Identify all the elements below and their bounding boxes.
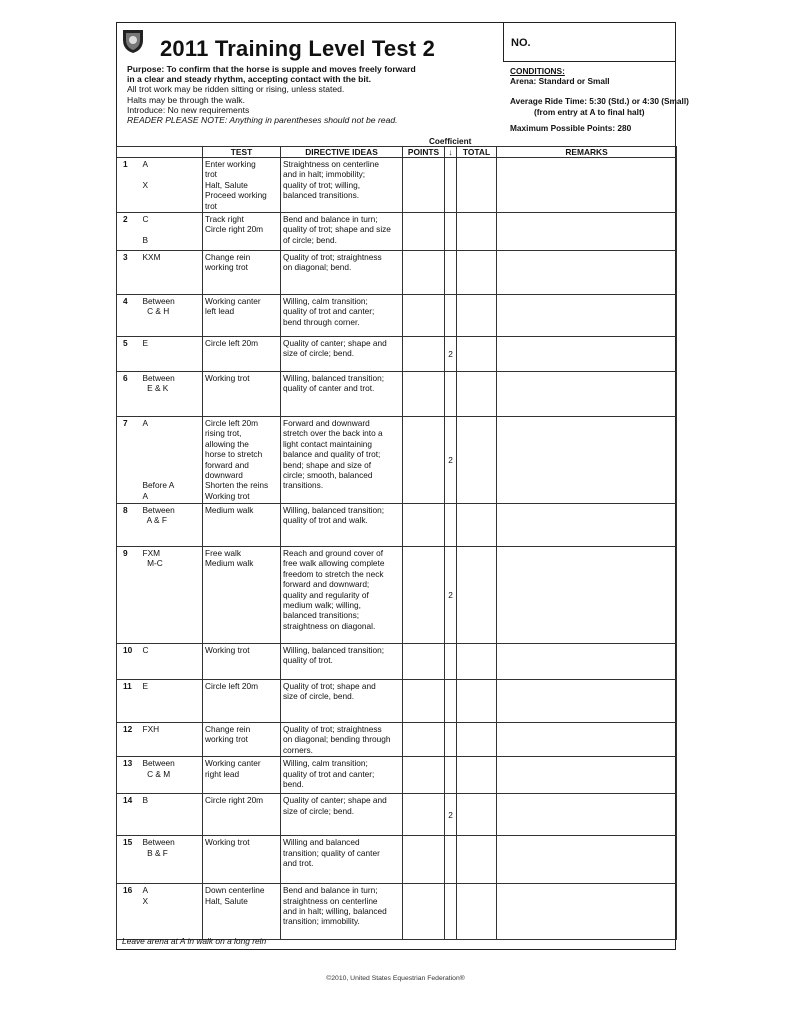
points-cell[interactable] bbox=[403, 547, 445, 644]
remarks-cell[interactable] bbox=[497, 295, 677, 337]
remarks-cell[interactable] bbox=[497, 504, 677, 547]
total-cell[interactable] bbox=[457, 213, 497, 251]
leave-arena-note: Leave arena at A in walk on a long rein bbox=[122, 936, 267, 946]
table-row bbox=[117, 547, 677, 644]
movement-test: Free walk Medium walk bbox=[203, 547, 281, 644]
coefficient-cell bbox=[445, 372, 457, 417]
movement-letters: Between E & K bbox=[141, 372, 203, 417]
coefficient-cell: 2 bbox=[445, 547, 457, 644]
points-cell[interactable] bbox=[403, 504, 445, 547]
remarks-cell[interactable] bbox=[497, 372, 677, 417]
directive-ideas: Bend and balance in turn; quality of trot; shape and size of circle; bend. bbox=[281, 213, 403, 251]
movement-letters: C bbox=[141, 644, 203, 680]
purpose-block bbox=[127, 64, 416, 125]
entry-number-box[interactable] bbox=[503, 22, 676, 62]
copyright: ©2010, United States Equestrian Federation® bbox=[326, 975, 465, 982]
points-cell[interactable] bbox=[403, 680, 445, 723]
total-cell[interactable] bbox=[457, 504, 497, 547]
directive-ideas: Forward and downward stretch over the back into a light contact maintaining balance and quality of trot; bend; shape and size of circle; smooth, balanced transitions. bbox=[281, 417, 403, 504]
purpose-line-1: Purpose: To confirm that the horse is supple and moves freely forward bbox=[127, 64, 416, 74]
movement-number: 10 bbox=[117, 644, 141, 680]
movement-letters: B bbox=[141, 794, 203, 836]
movement-number: 8 bbox=[117, 504, 141, 547]
purpose-line-2: in a clear and steady rhythm, accepting contact with the bit. bbox=[127, 74, 372, 85]
conditions-block bbox=[510, 66, 689, 133]
remarks-cell[interactable] bbox=[497, 884, 677, 940]
points-cell[interactable] bbox=[403, 644, 445, 680]
introduce-note: Introduce: No new requirements bbox=[127, 104, 250, 115]
movement-test: Working trot bbox=[203, 372, 281, 417]
movement-test: Circle right 20m bbox=[203, 794, 281, 836]
table-row bbox=[117, 644, 677, 680]
movement-letters: C B bbox=[141, 213, 203, 251]
directive-ideas: Willing, calm transition; quality of trot and canter; bend through corner. bbox=[281, 295, 403, 337]
table-row bbox=[117, 794, 677, 836]
remarks-cell[interactable] bbox=[497, 547, 677, 644]
directive-ideas: Willing and balanced transition; quality of canter and trot. bbox=[281, 836, 403, 884]
directive-ideas: Quality of trot; straightness on diagonal; bending through corners. bbox=[281, 723, 403, 757]
movement-letters: E bbox=[141, 680, 203, 723]
directive-ideas: Willing, balanced transition; quality of trot and walk. bbox=[281, 504, 403, 547]
points-cell[interactable] bbox=[403, 757, 445, 794]
header-total: TOTAL bbox=[457, 147, 497, 158]
coefficient-cell: 2 bbox=[445, 417, 457, 504]
table-row bbox=[117, 504, 677, 547]
movement-letters: Between B & F bbox=[141, 836, 203, 884]
coefficient-cell bbox=[445, 295, 457, 337]
remarks-cell[interactable] bbox=[497, 213, 677, 251]
movement-test: Enter working trot Halt, Salute Proceed working trot bbox=[203, 158, 281, 213]
total-cell[interactable] bbox=[457, 547, 497, 644]
points-cell[interactable] bbox=[403, 213, 445, 251]
points-cell[interactable] bbox=[403, 836, 445, 884]
movement-number: 3 bbox=[117, 251, 141, 295]
points-cell[interactable] bbox=[403, 884, 445, 940]
coefficient-cell bbox=[445, 251, 457, 295]
directive-ideas: Quality of canter; shape and size of circle; bend. bbox=[281, 337, 403, 372]
conditions-label: CONDITIONS: bbox=[510, 66, 565, 76]
movement-number: 14 bbox=[117, 794, 141, 836]
directive-ideas: Quality of canter; shape and size of circle; bend. bbox=[281, 794, 403, 836]
coefficient-cell bbox=[445, 884, 457, 940]
remarks-cell[interactable] bbox=[497, 337, 677, 372]
movement-letters: Between A & F bbox=[141, 504, 203, 547]
movement-number: 15 bbox=[117, 836, 141, 884]
table-row bbox=[117, 884, 677, 940]
test-table bbox=[116, 146, 677, 940]
directive-ideas: Bend and balance in turn; straightness on centerline and in halt; willing, balanced transition; immobility. bbox=[281, 884, 403, 940]
table-row bbox=[117, 213, 677, 251]
points-cell[interactable] bbox=[403, 337, 445, 372]
movement-test: Working canter right lead bbox=[203, 757, 281, 794]
movement-test: Down centerline Halt, Salute bbox=[203, 884, 281, 940]
header-remarks: REMARKS bbox=[497, 147, 677, 158]
reader-note: READER PLEASE NOTE: Anything in parentheses should not be read. bbox=[127, 115, 398, 126]
total-cell[interactable] bbox=[457, 158, 497, 213]
coefficient-cell bbox=[445, 836, 457, 884]
coefficient-cell bbox=[445, 213, 457, 251]
total-cell[interactable] bbox=[457, 680, 497, 723]
movement-number: 2 bbox=[117, 213, 141, 251]
remarks-cell[interactable] bbox=[497, 723, 677, 757]
movement-number: 6 bbox=[117, 372, 141, 417]
directive-ideas: Willing, balanced transition; quality of trot. bbox=[281, 644, 403, 680]
total-cell[interactable] bbox=[457, 757, 497, 794]
movement-test: Circle left 20m bbox=[203, 680, 281, 723]
table-row bbox=[117, 417, 677, 504]
usef-shield-logo bbox=[122, 28, 144, 54]
directive-ideas: Reach and ground cover of free walk allowing complete freedom to stretch the neck forward and downward; quality and regularity of medium walk; willing, balanced transitions; straightness on diagonal. bbox=[281, 547, 403, 644]
arena-info: Arena: Standard or Small bbox=[510, 76, 610, 87]
ride-time: Average Ride Time: 5:30 (Std.) or 4:30 (Small) bbox=[510, 96, 689, 107]
movement-number: 11 bbox=[117, 680, 141, 723]
movement-test: Change rein working trot bbox=[203, 251, 281, 295]
movement-test: Circle left 20m rising trot, allowing the horse to stretch forward and downward Shorten the reins Working trot bbox=[203, 417, 281, 504]
points-cell[interactable] bbox=[403, 251, 445, 295]
header-number bbox=[117, 147, 141, 158]
points-cell[interactable] bbox=[403, 417, 445, 504]
movement-letters: E bbox=[141, 337, 203, 372]
coefficient-cell: 2 bbox=[445, 337, 457, 372]
remarks-cell[interactable] bbox=[497, 680, 677, 723]
movement-letters: KXM bbox=[141, 251, 203, 295]
halt-note: Halts may be through the walk. bbox=[127, 94, 245, 105]
movement-number: 12 bbox=[117, 723, 141, 757]
directive-ideas: Quality of trot; shape and size of circle, bend. bbox=[281, 680, 403, 723]
directive-ideas: Quality of trot; straightness on diagonal; bend. bbox=[281, 251, 403, 295]
total-cell[interactable] bbox=[457, 723, 497, 757]
table-row bbox=[117, 836, 677, 884]
table-row bbox=[117, 251, 677, 295]
points-cell[interactable] bbox=[403, 158, 445, 213]
points-cell[interactable] bbox=[403, 372, 445, 417]
coefficient-cell bbox=[445, 757, 457, 794]
page-title: 2011 Training Level Test 2 bbox=[160, 36, 436, 61]
table-row bbox=[117, 158, 677, 213]
total-cell[interactable] bbox=[457, 884, 497, 940]
total-cell[interactable] bbox=[457, 836, 497, 884]
movement-number: 5 bbox=[117, 337, 141, 372]
movement-number: 4 bbox=[117, 295, 141, 337]
coefficient-cell: 2 bbox=[445, 794, 457, 836]
points-cell[interactable] bbox=[403, 794, 445, 836]
remarks-cell[interactable] bbox=[497, 251, 677, 295]
movement-letters: Between C & M bbox=[141, 757, 203, 794]
coefficient-cell bbox=[445, 680, 457, 723]
total-cell[interactable] bbox=[457, 794, 497, 836]
movement-number: 16 bbox=[117, 884, 141, 940]
total-cell[interactable] bbox=[457, 295, 497, 337]
points-cell[interactable] bbox=[403, 723, 445, 757]
coefficient-cell bbox=[445, 723, 457, 757]
total-cell[interactable] bbox=[457, 372, 497, 417]
movement-letters: A X bbox=[141, 158, 203, 213]
header-directive: DIRECTIVE IDEAS bbox=[281, 147, 403, 158]
total-cell[interactable] bbox=[457, 644, 497, 680]
header-movement bbox=[141, 147, 203, 158]
header-coefficient-arrow: ↓ bbox=[445, 147, 457, 158]
remarks-cell[interactable] bbox=[497, 757, 677, 794]
coefficient-cell bbox=[445, 504, 457, 547]
trot-note: All trot work may be ridden sitting or rising, unless stated. bbox=[127, 84, 345, 95]
movement-test: Change rein working trot bbox=[203, 723, 281, 757]
table-row bbox=[117, 680, 677, 723]
table-row bbox=[117, 723, 677, 757]
remarks-cell[interactable] bbox=[497, 644, 677, 680]
max-points: Maximum Possible Points: 280 bbox=[510, 122, 632, 133]
movement-test: Track right Circle right 20m bbox=[203, 213, 281, 251]
header-test: TEST bbox=[203, 147, 281, 158]
table-row bbox=[117, 757, 677, 794]
movement-test: Working trot bbox=[203, 836, 281, 884]
movement-number: 13 bbox=[117, 757, 141, 794]
movement-letters: FXH bbox=[141, 723, 203, 757]
remarks-cell[interactable] bbox=[497, 836, 677, 884]
total-cell[interactable] bbox=[457, 251, 497, 295]
movement-letters: A X bbox=[141, 884, 203, 940]
total-cell[interactable] bbox=[457, 337, 497, 372]
directive-ideas: Willing, calm transition; quality of trot and canter; bend. bbox=[281, 757, 403, 794]
table-row bbox=[117, 295, 677, 337]
table-row bbox=[117, 337, 677, 372]
movement-test: Working canter left lead bbox=[203, 295, 281, 337]
coefficient-cell bbox=[445, 158, 457, 213]
coefficient-label: Coefficient bbox=[429, 137, 472, 146]
total-cell[interactable] bbox=[457, 417, 497, 504]
directive-ideas: Straightness on centerline and in halt; immobility; quality of trot; willing, balanced transitions. bbox=[281, 158, 403, 213]
remarks-cell[interactable] bbox=[497, 417, 677, 504]
table-row bbox=[117, 372, 677, 417]
entry-number-label: NO. bbox=[511, 37, 531, 49]
header-points: POINTS bbox=[403, 147, 445, 158]
movement-number: 9 bbox=[117, 547, 141, 644]
remarks-cell[interactable] bbox=[497, 158, 677, 213]
points-cell[interactable] bbox=[403, 295, 445, 337]
movement-number: 7 bbox=[117, 417, 141, 504]
movement-letters: FXM M-C bbox=[141, 547, 203, 644]
ride-time-note: (from entry at A to final halt) bbox=[534, 106, 645, 117]
movement-test: Circle left 20m bbox=[203, 337, 281, 372]
remarks-cell[interactable] bbox=[497, 794, 677, 836]
movement-test: Working trot bbox=[203, 644, 281, 680]
directive-ideas: Willing, balanced transition; quality of canter and trot. bbox=[281, 372, 403, 417]
movement-letters: Between C & H bbox=[141, 295, 203, 337]
table-header-row bbox=[117, 147, 677, 158]
movement-number: 1 bbox=[117, 158, 141, 213]
coefficient-cell bbox=[445, 644, 457, 680]
movement-letters: A Before A A bbox=[141, 417, 203, 504]
movement-test: Medium walk bbox=[203, 504, 281, 547]
